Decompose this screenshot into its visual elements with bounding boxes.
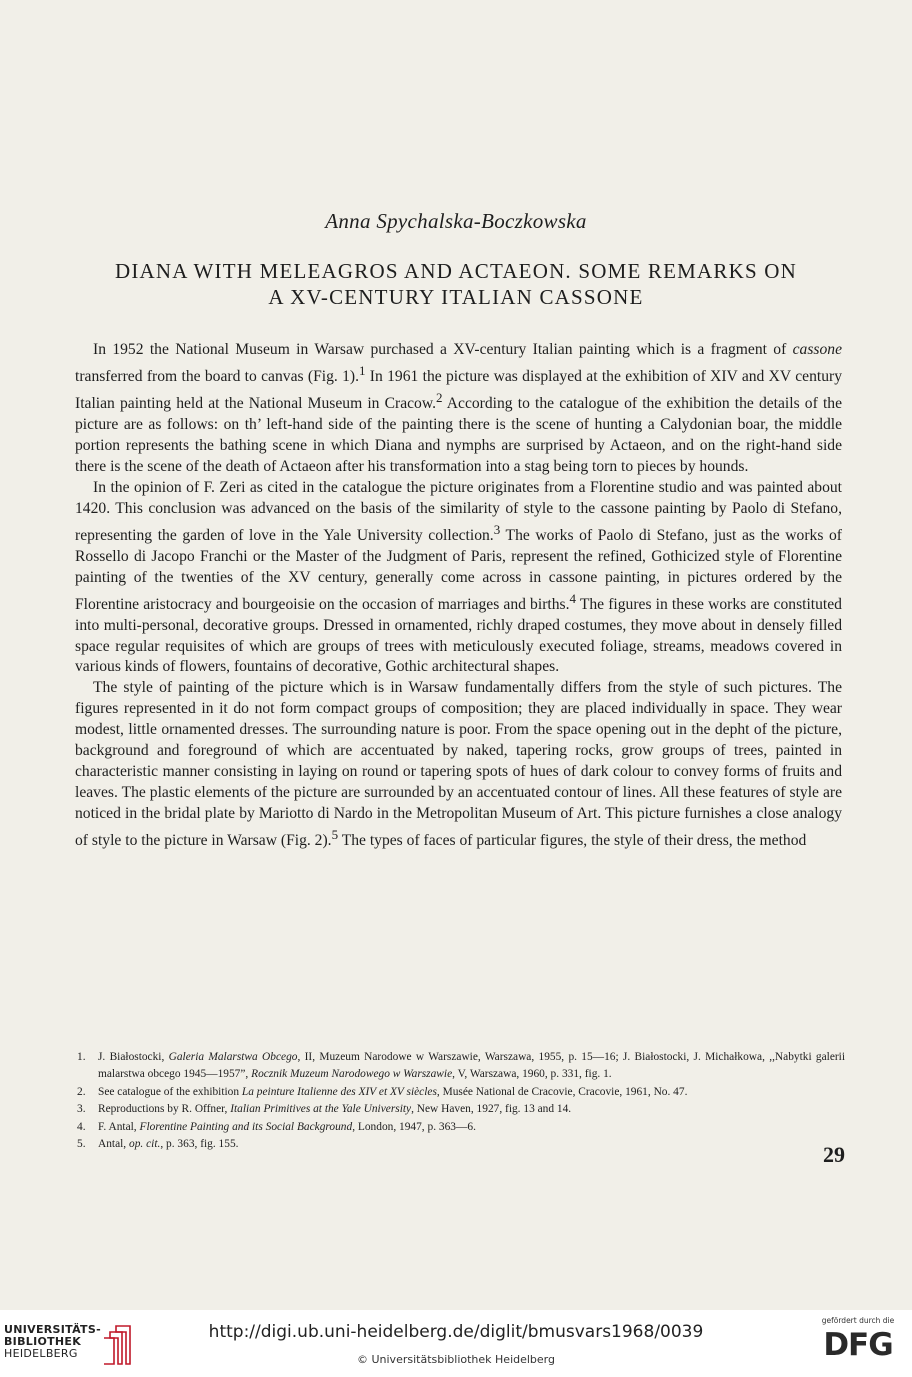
footnote-number: 4. [77,1120,86,1133]
copyright-notice: © Universitätsbibliothek Heidelberg [356,1353,555,1366]
text-run: , New Haven, 1927, fig. 13 and 14. [411,1103,572,1116]
text-run: , II, Muzeum Narodowe w Warszawie, Warszawa, 1955, p. 15—16; J. Białostocki, J. Michałkowa, ,,Nabytki galerii malarstwa obcego 1945—1957”, [98,1051,846,1081]
article-title [60,258,852,310]
footnote-ref: 3 [493,521,501,537]
text-run: In 1961 the picture was displayed at the exhibition of XIV and XV century Italian painting held at the National Museum in Cracow. [75,368,842,413]
library-name-line: UNIVERSITÄTS- [4,1323,101,1336]
footnote [77,1119,845,1136]
italic-title: Rocznik Muzeum Narodowego w Warszawie [251,1068,453,1081]
footnote-number: 1. [77,1051,86,1063]
text-run: See catalogue of the exhibition [98,1085,242,1098]
footnote-number: 2. [77,1085,86,1098]
page-number: 29 [823,1142,845,1167]
text-run: The types of faces of particular figures, the style of their dress, the method [338,831,807,849]
footnote-ref: 1 [358,362,366,378]
paragraph-2 [75,478,842,679]
italic-title: Galeria Malarstwa Obcego [168,1051,298,1063]
article-body [75,340,842,852]
italic-title: Florentine Painting and its Social Background [139,1120,353,1133]
italic-title: op. cit. [129,1138,161,1151]
text-run: The works of Paolo di Stefano, just as the works of Rossello di Jacopo Franchi or the Master of the Judgment of Paris, represent the refined, Gothicized style of Florentine painting of the twenties of the XV century, generally come across in cassone painting, in pictures ordered by the Florentine aristocracy and bourgeoisie on the occasion of marriages and births. [75,526,842,613]
text-run: , p. 363, fig. 155. [160,1138,239,1151]
italic-term: cassone [792,341,842,358]
text-run: , London, 1947, p. 363—6. [352,1120,476,1133]
source-url-link[interactable]: http://digi.ub.uni-heidelberg.de/diglit/bmusvars1968/0039 [208,1322,704,1342]
footnote [77,1084,845,1101]
text-run: transferred from the board to canvas (Fig. 1). [75,368,359,386]
text-run: In 1952 the National Museum in Warsaw purchased a XV-century Italian painting which is a fragment of [93,341,793,358]
text-run: F. Antal, [98,1120,140,1133]
footnote-ref: 4 [569,590,576,606]
dfg-logo[interactable] [818,1316,898,1372]
footnote-number: 5. [77,1138,86,1151]
author-name: Anna Spychalska-Boczkowska [325,209,587,233]
text-run: The figures in these works are constituted into multi-personal, decorative groups. Dressed in ornamented, richly draped costumes, they move about in densely filled space regular requisites of which are groups of trees with meticulously executed foliage, streams, meadows covered in various kinds of flowers, fountains of decorative, Gothic architectural shapes. [75,595,842,676]
digitization-footer [0,1310,912,1377]
text-run: According to the catalogue of the exhibition the details of the picture are as follows: on th’ left-hand side of the painting there is the scene of hunting a Calydonian boar, the middle portion represents the bathing scene in which Diana and nymphs are surprised by Actaeon, and on the right-hand side there is the scene of the death of Actaeon after his transformation into a stag being torn to pieces by hounds. [75,395,842,475]
text-run: , Musée National de Cracovie, Cracovie, 1961, No. 47. [436,1085,688,1098]
dfg-wordmark: DFG [823,1327,893,1363]
funding-caption: gefördert durch die [821,1316,895,1325]
footnote-ref: 2 [436,390,443,405]
italic-title: Italian Primitives at the Yale University [230,1103,412,1116]
title-line-1: DIANA WITH MELEAGROS AND ACTAEON. SOME REMARKS ON [114,259,798,283]
text-run: Reproductions by R. Offner, [98,1103,231,1116]
italic-title: La peinture Italienne des XIV et XV siècles [241,1085,437,1098]
text-run: In the opinion of F. Zeri as cited in the catalogue the picture originates from a Florentine studio and was painted about 1420. This conclusion was advanced on the basis of the similarity of style to the cassone painting by Paolo di Stefano, representing the garden of love in the Yale University collection. [75,478,842,544]
text-run: Antal, [98,1138,130,1151]
footnote-number: 3. [77,1103,86,1116]
paragraph-1 [75,340,842,478]
text-run: The style of painting of the picture which is in Warsaw fundamentally differs from the style of such pictures. The figures represented in it do not form compact groups of composition; they are placed individually in space. They wear modest, little ornamented dresses. The surrounding nature is poor. From the space opening out in the depht of the picture, background and foreground of which are accentuated by naked, tapering rocks, grow groups of trees, painted in characteristic manner consisting in laying on round or tapering spots of hues of dark colour to convey forms of fruits and leaves. The plastic elements of the picture are surrounded by an accentuated contour of lines. All these features of style are noticed in the bridal plate by Mariotto di Nardo in the Metropolitan Museum of Art. This picture furnishes a close analogy of style to the picture in Warsaw (Fig. 2). [75,679,842,849]
text-run: , V, Warszawa, 1960, p. 331, fig. 1. [452,1068,612,1081]
footnote-ref: 5 [331,826,339,842]
paragraph-3 [75,678,842,851]
text-run: J. Białostocki, [98,1051,169,1063]
library-name-line: BIBLIOTHEK [4,1335,82,1348]
library-name-line: HEIDELBERG [4,1347,78,1360]
footnotes [77,1049,845,1153]
footnote [77,1101,845,1118]
title-line-2: A XV-CENTURY ITALIAN CASSONE [268,285,644,309]
footnote [77,1136,845,1153]
footnote [77,1049,845,1084]
